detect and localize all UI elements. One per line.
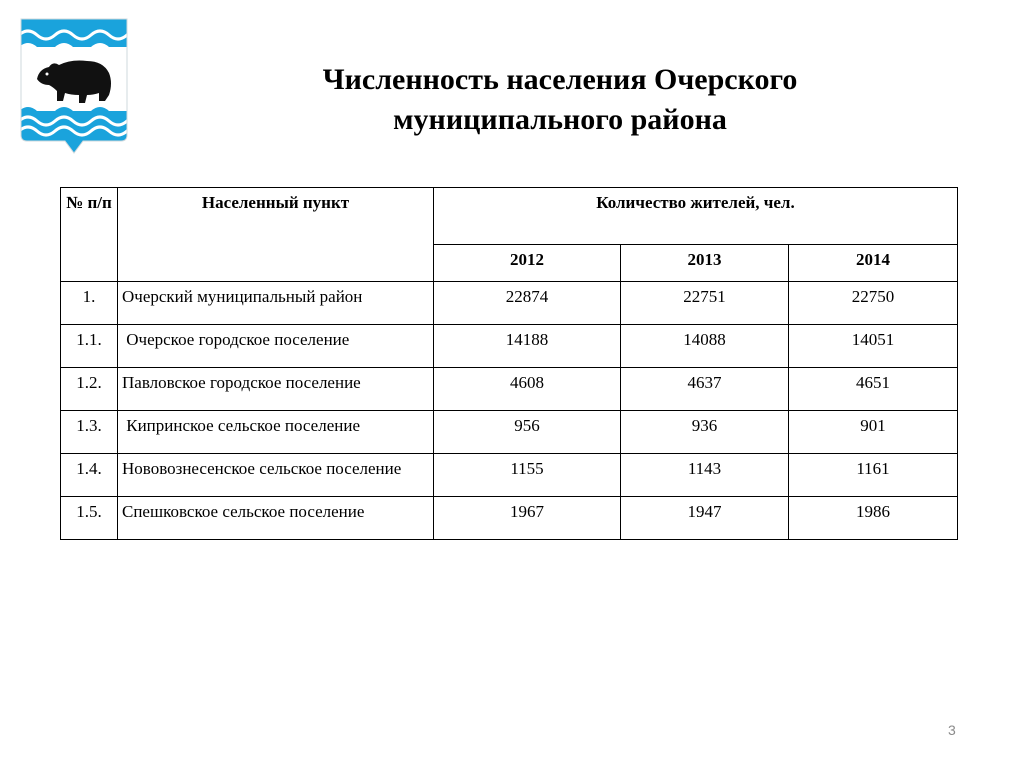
- title-line-1: Численность населения Очерского: [322, 63, 798, 96]
- row-value-2014: 22750: [789, 282, 958, 325]
- row-num: 1.4.: [61, 454, 118, 497]
- row-value-2013: 1143: [621, 454, 789, 497]
- row-name: Нововознесенское сельское поселение: [118, 454, 434, 497]
- row-value-2012: 14188: [434, 325, 621, 368]
- header-residents: Количество жителей, чел.: [434, 188, 958, 245]
- row-value-2013: 14088: [621, 325, 789, 368]
- row-value-2012: 1967: [434, 497, 621, 540]
- row-value-2014: 4651: [789, 368, 958, 411]
- table-row: [61, 282, 958, 325]
- row-value-2012: 956: [434, 411, 621, 454]
- row-value-2014: 1986: [789, 497, 958, 540]
- population-table: [60, 187, 958, 540]
- row-num: 1.5.: [61, 497, 118, 540]
- row-name: Спешковское сельское поселение: [118, 497, 434, 540]
- row-num: 1.: [61, 282, 118, 325]
- coat-of-arms: [19, 17, 129, 157]
- row-value-2014: 1161: [789, 454, 958, 497]
- row-value-2013: 936: [621, 411, 789, 454]
- header-year-2014: 2014: [789, 245, 958, 282]
- row-num: 1.3.: [61, 411, 118, 454]
- row-value-2012: 22874: [434, 282, 621, 325]
- row-value-2013: 4637: [621, 368, 789, 411]
- row-name: Кипринское сельское поселение: [118, 411, 434, 454]
- table-row: [61, 497, 958, 540]
- row-num: 1.2.: [61, 368, 118, 411]
- page-number: 3: [948, 722, 956, 738]
- row-name: Очерское городское поселение: [118, 325, 434, 368]
- row-value-2012: 4608: [434, 368, 621, 411]
- row-name: Павловское городское поселение: [118, 368, 434, 411]
- header-year-2013: 2013: [621, 245, 789, 282]
- title-line-2: муниципального района: [393, 103, 727, 136]
- row-value-2013: 22751: [621, 282, 789, 325]
- table-header-row: [61, 188, 958, 245]
- table-row: [61, 325, 958, 368]
- row-value-2014: 14051: [789, 325, 958, 368]
- bear-coat-of-arms-icon: [19, 17, 129, 157]
- table-row: [61, 368, 958, 411]
- row-name: Очерский муниципальный район: [118, 282, 434, 325]
- header-year-2012: 2012: [434, 245, 621, 282]
- row-value-2012: 1155: [434, 454, 621, 497]
- row-value-2014: 901: [789, 411, 958, 454]
- row-num: 1.1.: [61, 325, 118, 368]
- page-title: [200, 60, 920, 140]
- table-row: [61, 454, 958, 497]
- table-row: [61, 411, 958, 454]
- row-value-2013: 1947: [621, 497, 789, 540]
- header-place: Населенный пункт: [118, 188, 434, 282]
- header-num: № п/п: [61, 188, 118, 282]
